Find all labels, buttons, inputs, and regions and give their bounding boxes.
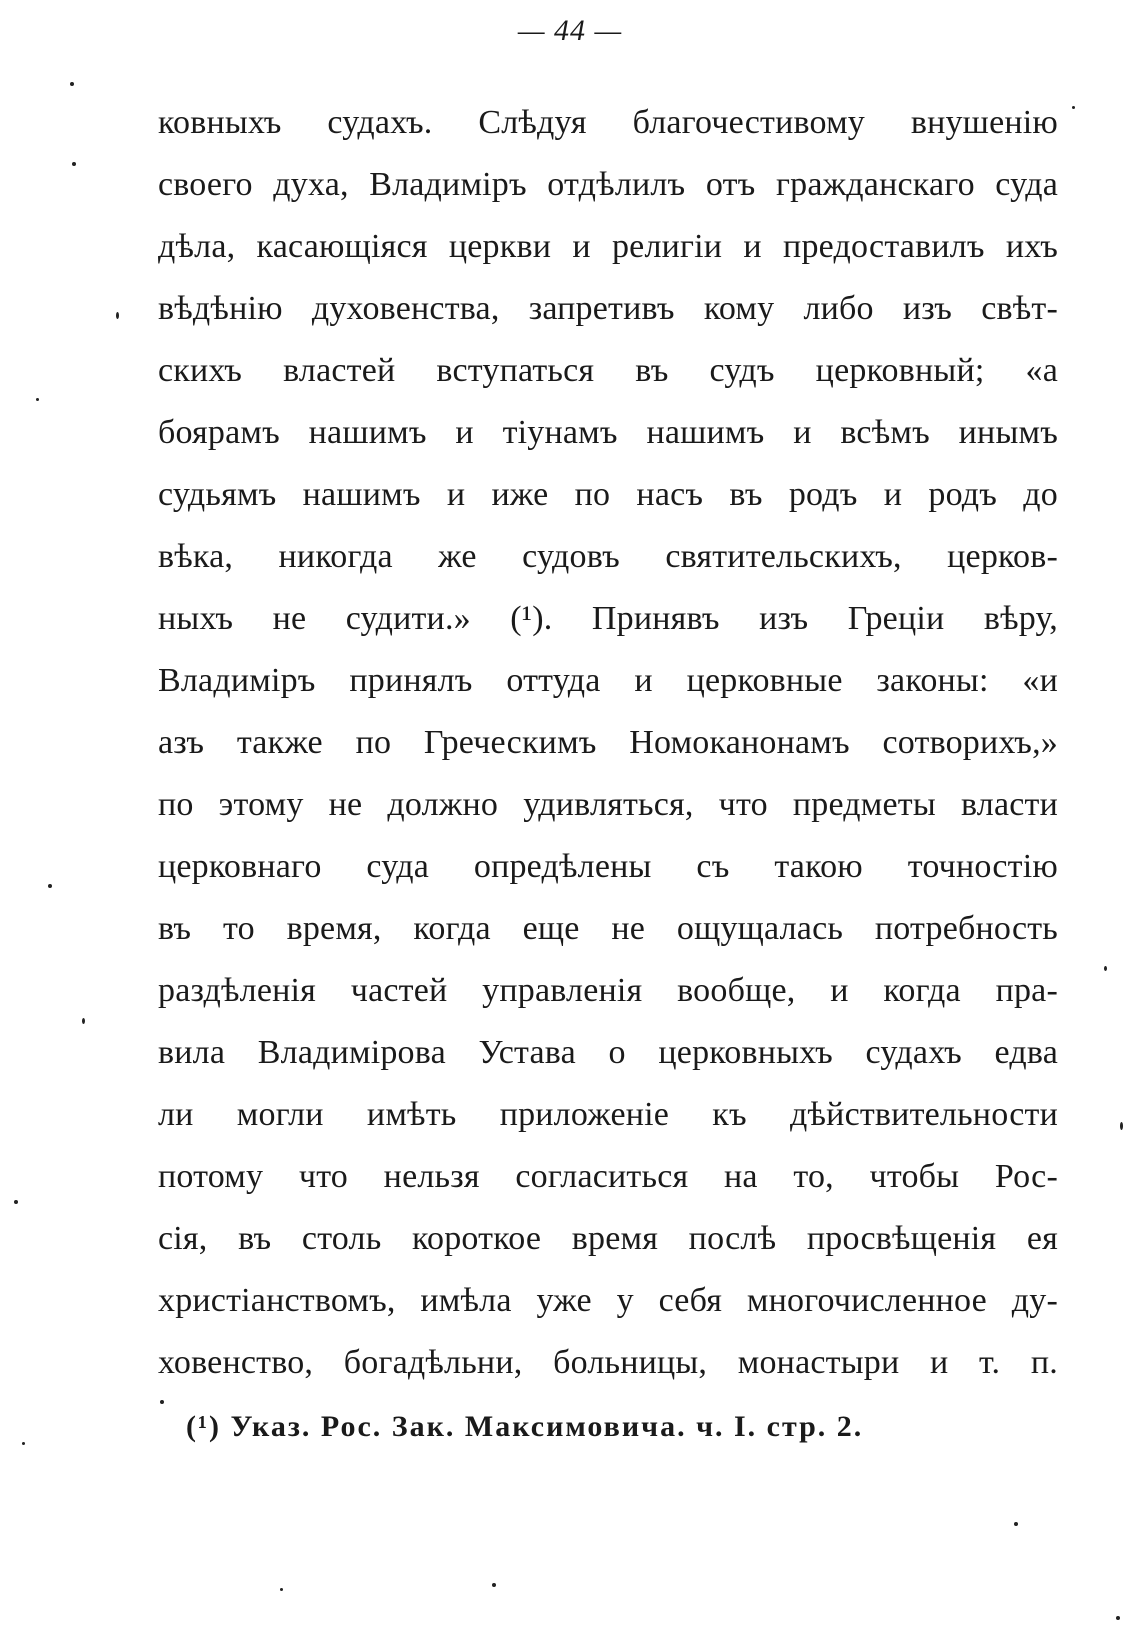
scan-speck [72, 162, 76, 166]
text-line: въ то время, когда еще не ощущалась потребность [158, 910, 1058, 947]
text-line: вѣдѣнію духовенства, запретивъ кому либо изъ свѣт- [158, 290, 1058, 327]
text-line: христіанствомъ, имѣла уже у себя многочисленное ду- [158, 1282, 1058, 1319]
scan-speck [160, 1400, 164, 1404]
scan-speck [36, 398, 39, 401]
footnote: (¹) Указ. Рос. Зак. Максимовича. ч. I. стр. 2. [186, 1410, 864, 1443]
scan-speck [116, 312, 119, 319]
scan-speck [82, 1018, 85, 1024]
text-line: потому что нельзя согласиться на то, чтобы Рос- [158, 1158, 1058, 1195]
text-line: ли могли имѣть приложеніе къ дѣйствительности [158, 1096, 1058, 1133]
text-line: раздѣленія частей управленія вообще, и когда пра- [158, 972, 1058, 1009]
text-line: скихъ властей вступаться въ судъ церковный; «а [158, 352, 1058, 389]
scan-speck [22, 1442, 25, 1445]
text-line: дѣла, касающіяся церкви и религіи и предоставилъ ихъ [158, 228, 1058, 265]
scan-speck [1120, 1122, 1123, 1130]
text-line: сія, въ столь короткое время послѣ просвѣщенія ея [158, 1220, 1058, 1257]
text-line: азъ также по Греческимъ Номоканонамъ сотворихъ,» [158, 724, 1058, 761]
text-line: Владиміръ принялъ оттуда и церковные законы: «и [158, 662, 1058, 699]
body-text [158, 92, 1058, 1394]
text-line: своего духа, Владиміръ отдѣлилъ отъ гражданскаго суда [158, 166, 1058, 203]
text-line: ховенство, богадѣльни, больницы, монастыри и т. п. [158, 1344, 1058, 1381]
scan-speck [280, 1588, 283, 1591]
scan-speck [1104, 966, 1107, 971]
text-line: вѣка, никогда же судовъ святительскихъ, церков- [158, 538, 1058, 575]
scan-speck [14, 1200, 18, 1204]
scan-speck [70, 82, 74, 86]
text-line: по этому не должно удивляться, что предметы власти [158, 786, 1058, 823]
text-line: вила Владимірова Устава о церковныхъ судахъ едва [158, 1034, 1058, 1071]
scan-speck [1072, 106, 1075, 109]
text-line: ковныхъ судахъ. Слѣдуя благочестивому внушенію [158, 104, 1058, 141]
text-line: боярамъ нашимъ и тіунамъ нашимъ и всѣмъ инымъ [158, 414, 1058, 451]
scan-speck [48, 884, 52, 888]
text-line: ныхъ не судити.» (¹). Принявъ изъ Греціи вѣру, [158, 600, 1058, 637]
text-line: церковнаго суда опредѣлены съ такою точностію [158, 848, 1058, 885]
scan-speck [1116, 1616, 1120, 1620]
page-number: — 44 — [517, 14, 623, 47]
scan-speck [1014, 1522, 1018, 1526]
scan-speck [492, 1583, 496, 1587]
text-line: судьямъ нашимъ и иже по насъ въ родъ и родъ до [158, 476, 1058, 513]
